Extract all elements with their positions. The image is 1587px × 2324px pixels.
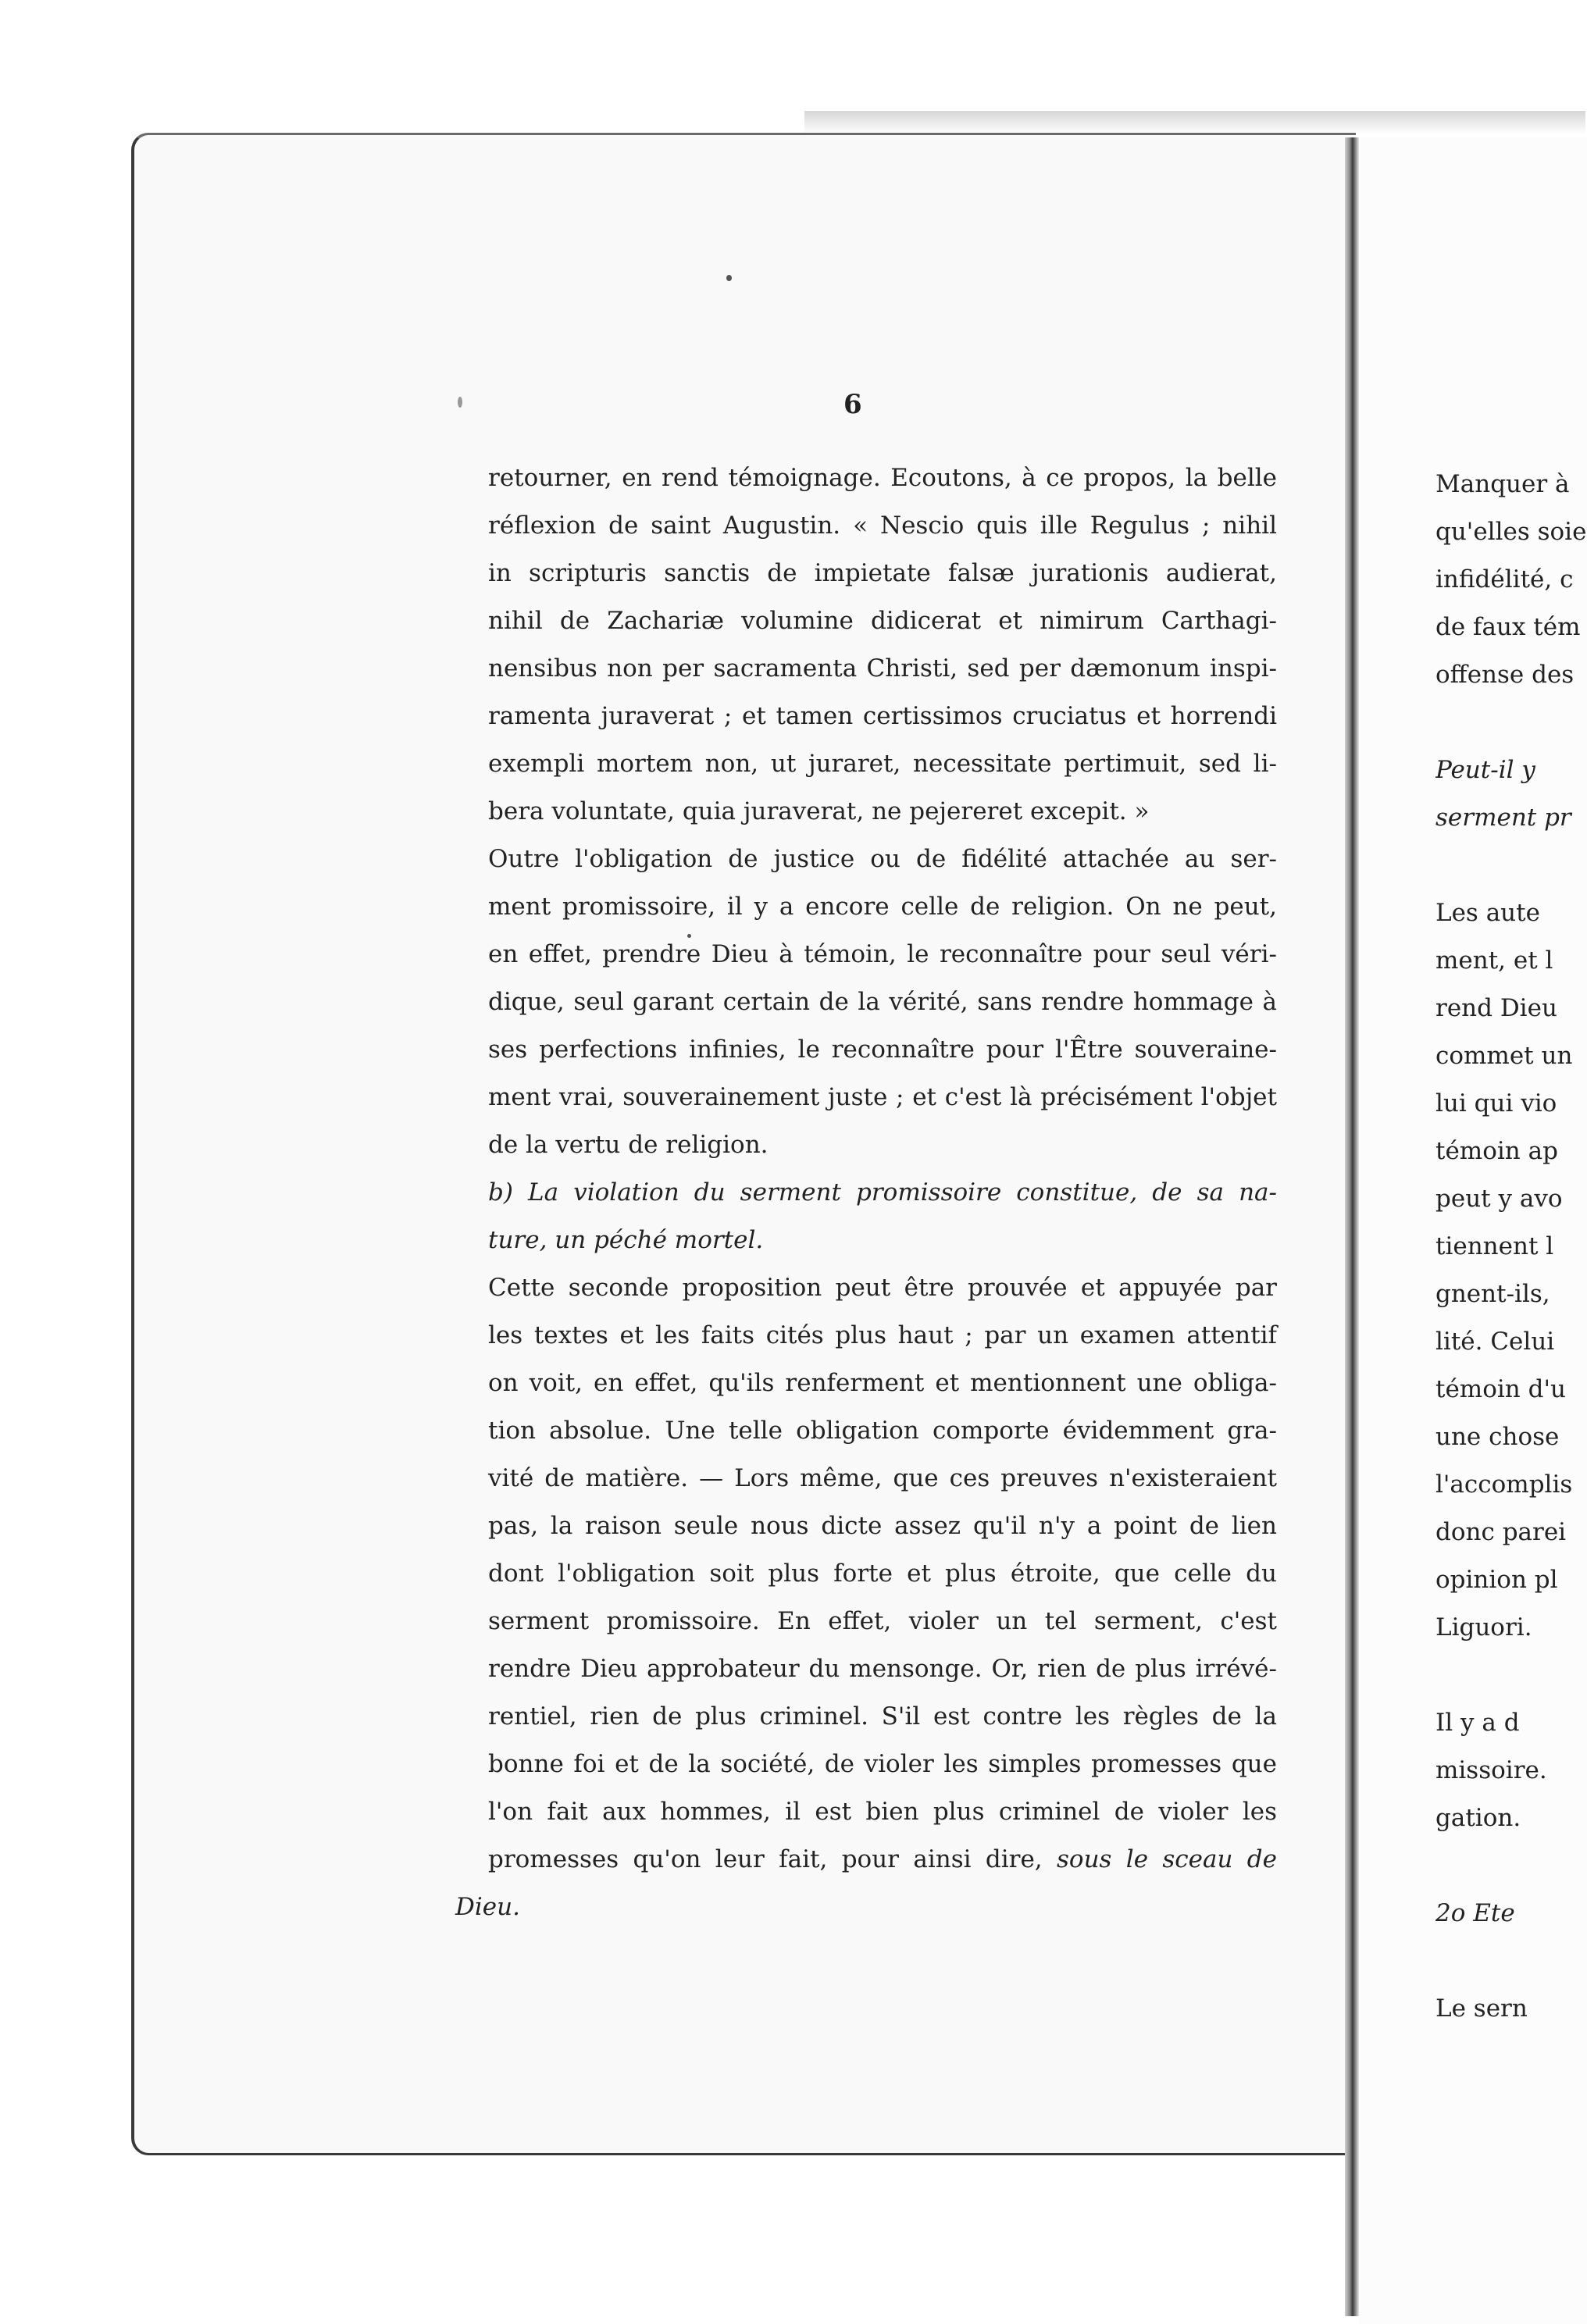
text-line: bera voluntate, quia juraverat, ne pejereret excepit. » (488, 797, 1150, 825)
text-line: qu'elles soie (1435, 518, 1587, 546)
text-line: Manquer à (1435, 470, 1570, 498)
dust-speck (458, 397, 462, 408)
text-line (1435, 699, 1587, 747)
text-line: nihil de Zachariæ volumine didicerat et nimirum Carthagi- (488, 607, 1277, 635)
text-line (1435, 1842, 1587, 1890)
text-line: donc parei (1435, 1518, 1567, 1546)
book-spine (1345, 137, 1359, 2316)
text-line: Le sern (1435, 1994, 1528, 2023)
text-line: lité. Celui (1435, 1328, 1555, 1356)
text-line: témoin d'u (1435, 1375, 1566, 1403)
text-line: bonne foi et de la société, de violer les simples promesses que (488, 1750, 1277, 1778)
text-line: retourner, en rend témoignage. Ecoutons, à ce propos, la belle (488, 464, 1277, 492)
text-line: l'on fait aux hommes, il est bien plus criminel de violer les (488, 1798, 1277, 1826)
paragraph (455, 1169, 1277, 1264)
text-line: rend Dieu (1435, 994, 1557, 1022)
paragraph (455, 454, 1277, 836)
text-line: rendre Dieu approbateur du mensonge. Or, rien de plus irrévé- (488, 1655, 1277, 1683)
text-line: ment promissoire, il y a encore celle de religion. On ne peut, (488, 893, 1277, 921)
text-line: réflexion de saint Augustin. « Nescio quis ille Regulus ; nihil (488, 511, 1277, 540)
text-line: tiennent l (1435, 1232, 1554, 1260)
text-line: serment pr (1435, 804, 1571, 832)
text-line (1435, 842, 1587, 889)
text-line: l'accomplis (1435, 1470, 1573, 1499)
text-line: gnent-ils, (1435, 1280, 1550, 1308)
text-line: Les aute (1435, 899, 1540, 927)
text-line: les textes et les faits cités plus haut ; par un examen attentif (488, 1321, 1277, 1349)
text-line: in scripturis sanctis de impietate falsæ jurationis audierat, (488, 559, 1277, 587)
text-line: témoin ap (1435, 1137, 1558, 1165)
left-page-body (455, 454, 1277, 1931)
page-number: 6 (843, 389, 862, 420)
text-line (1435, 1937, 1587, 1985)
text-line: vité de matière. — Lors même, que ces preuves n'existeraient (488, 1464, 1277, 1492)
text-line (1435, 1652, 1587, 1699)
right-page-body-cropped (1435, 461, 1587, 2033)
text-line: b) La violation du serment promissoire constitue, de sa na- (488, 1178, 1277, 1207)
text-line: dont l'obligation soit plus forte et plus étroite, que celle du (488, 1559, 1277, 1588)
text-line: ramenta juraverat ; et tamen certissimos cruciatus et horrendi (488, 702, 1277, 730)
text-line: exempli mortem non, ut juraret, necessitate pertimuit, sed li- (488, 750, 1277, 778)
text-line: tion absolue. Une telle obligation comporte évidemment gra- (488, 1417, 1277, 1445)
text-line: dique, seul garant certain de la vérité, sans rendre hommage à (488, 988, 1277, 1016)
text-line: de faux tém (1435, 613, 1581, 641)
text-line: nensibus non per sacramenta Christi, sed per dæmonum inspi- (488, 654, 1277, 683)
text-line: Il y a d (1435, 1709, 1520, 1737)
text-line: lui qui vio (1435, 1089, 1557, 1117)
text-line: ment, et l (1435, 946, 1553, 975)
text-line: infidélité, c (1435, 565, 1574, 593)
text-line: offense des (1435, 661, 1575, 689)
text-line: serment promissoire. En effet, violer un tel serment, c'est (488, 1607, 1277, 1635)
page-edge-shadow (804, 111, 1585, 134)
text-line: missoire. (1435, 1756, 1547, 1784)
italic-fragment: sous le sceau de Dieu. (455, 1845, 1277, 1921)
text-line: commet un (1435, 1042, 1573, 1070)
text-line: ses perfections infinies, le reconnaître pour l'Être souveraine- (488, 1035, 1277, 1064)
text-line: de la vertu de religion. (488, 1131, 769, 1159)
text-line: 2o Ete (1435, 1899, 1515, 1927)
text-line: une chose (1435, 1423, 1560, 1451)
text-line: ment vrai, souverainement juste ; et c'est là précisément l'objet (488, 1083, 1277, 1111)
paragraph (455, 1264, 1277, 1931)
text-line: peut y avo (1435, 1185, 1563, 1213)
text-line: Liguori. (1435, 1613, 1532, 1641)
dust-speck (726, 275, 732, 281)
text-line: gation. (1435, 1804, 1521, 1832)
text-line: ture, un péché mortel. (488, 1226, 764, 1254)
text-line: Outre l'obligation de justice ou de fidélité attachée au ser- (488, 845, 1277, 873)
text-line: on voit, en effet, qu'ils renferment et mentionnent une obliga- (488, 1369, 1277, 1397)
text-line: pas, la raison seule nous dicte assez qu'il n'y a point de lien (488, 1512, 1277, 1540)
paragraph (455, 836, 1277, 1169)
text-line: Peut-il y (1435, 756, 1535, 784)
text-line: rentiel, rien de plus criminel. S'il est contre les règles de la (488, 1702, 1277, 1731)
text-fragment: promesses qu'on leur fait, pour ainsi dire, (488, 1845, 1057, 1873)
text-line (455, 1836, 1277, 1931)
text-line: Cette seconde proposition peut être prouvée et appuyée par (488, 1274, 1277, 1302)
text-line: en effet, prendre Dieu à témoin, le reconnaître pour seul véri- (488, 940, 1277, 968)
text-line: opinion pl (1435, 1566, 1558, 1594)
